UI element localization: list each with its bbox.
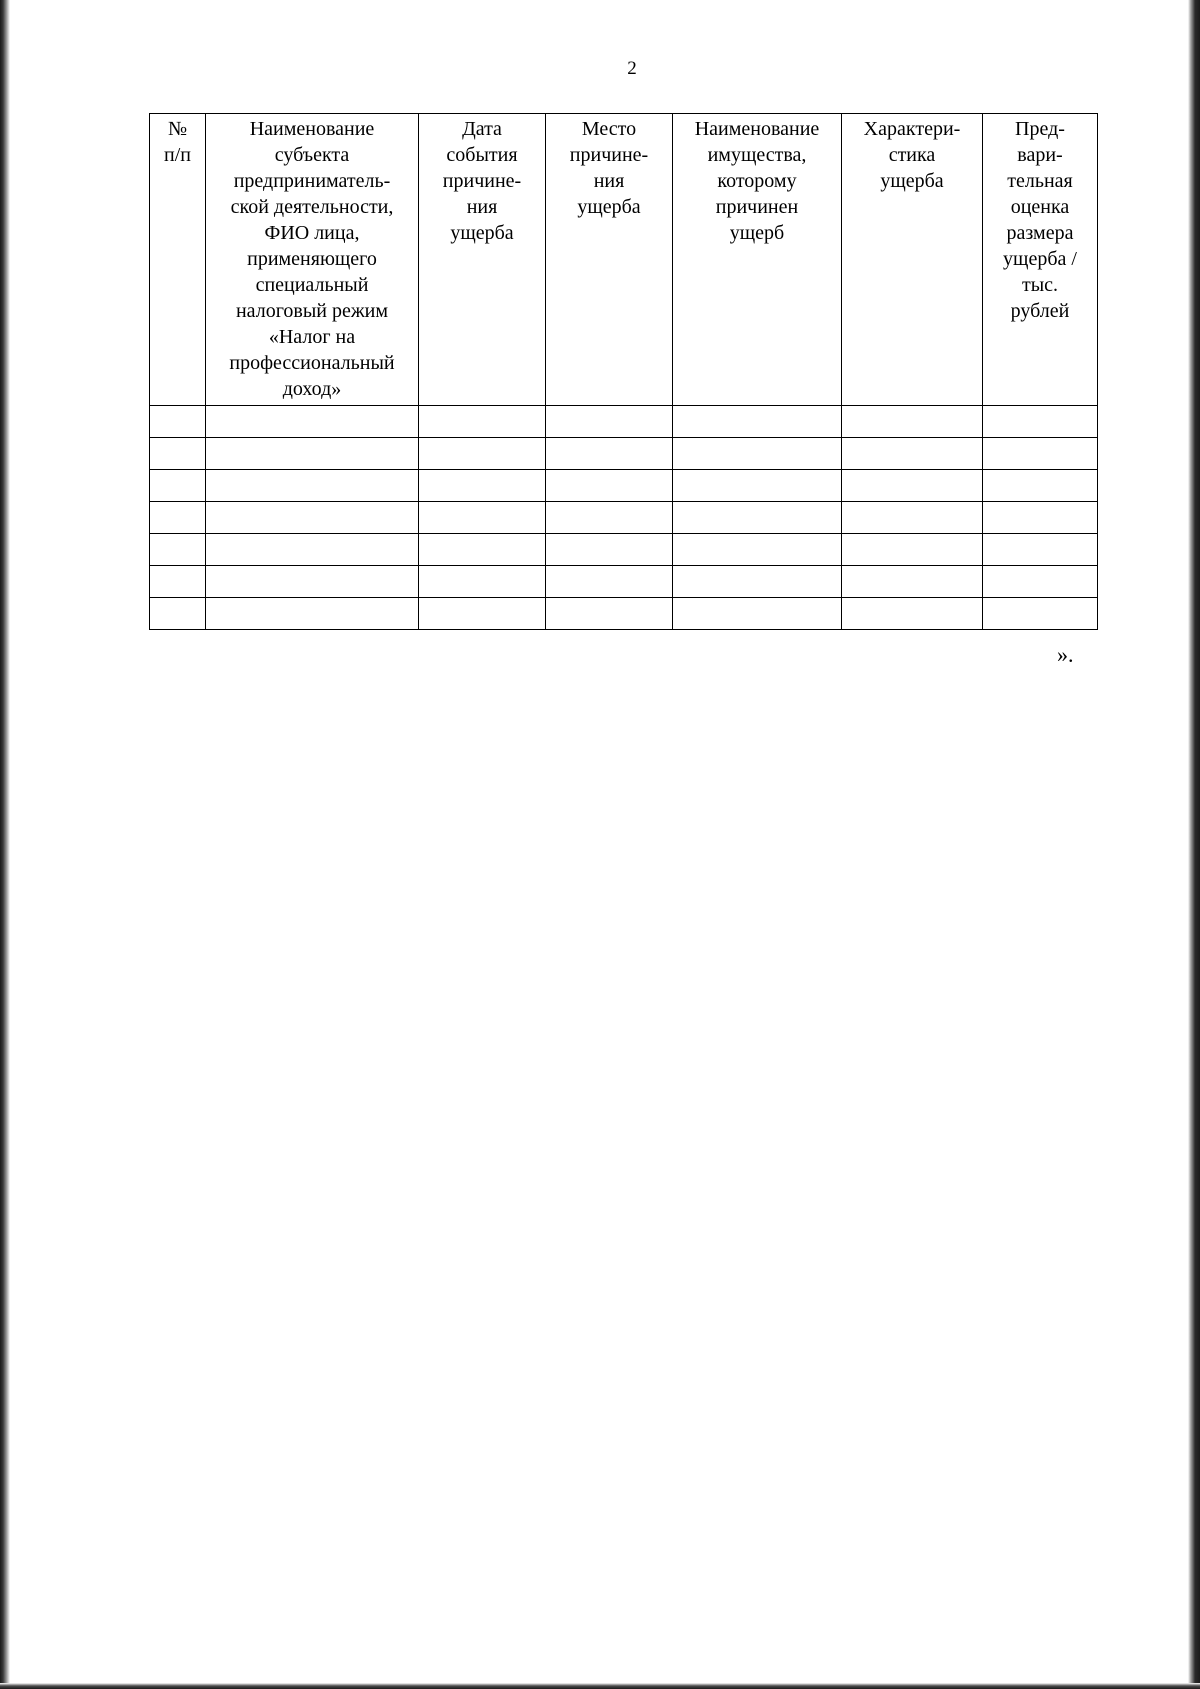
- table-cell: [150, 534, 206, 566]
- table-cell: [546, 566, 673, 598]
- table-cell: [546, 438, 673, 470]
- table-cell: [673, 406, 842, 438]
- table-cell: [206, 598, 419, 630]
- table-cell: [842, 438, 983, 470]
- header-property-name: Наименование имущества, которому причинен ущерб: [673, 114, 842, 406]
- table-cell: [673, 438, 842, 470]
- table-cell: [206, 566, 419, 598]
- table-cell: [150, 470, 206, 502]
- table-cell: [673, 598, 842, 630]
- table-row: [150, 470, 1098, 502]
- table-cell: [983, 438, 1098, 470]
- table-row: [150, 566, 1098, 598]
- table-cell: [206, 534, 419, 566]
- table-cell: [842, 566, 983, 598]
- header-damage-estimate: Пред- вари- тельная оценка размера ущерба / тыс. рублей: [983, 114, 1098, 406]
- table-cell: [673, 534, 842, 566]
- table-row: [150, 438, 1098, 470]
- table-cell: [206, 438, 419, 470]
- table-row: [150, 502, 1098, 534]
- table-row: [150, 598, 1098, 630]
- table-cell: [419, 502, 546, 534]
- table-cell: [419, 534, 546, 566]
- table-cell: [150, 502, 206, 534]
- table-cell: [206, 470, 419, 502]
- table-cell: [546, 502, 673, 534]
- table-cell: [983, 502, 1098, 534]
- damage-table: [149, 113, 1098, 630]
- table-cell: [983, 566, 1098, 598]
- table-cell: [983, 598, 1098, 630]
- table-cell: [842, 534, 983, 566]
- header-damage-characteristic: Характери- стика ущерба: [842, 114, 983, 406]
- table-cell: [419, 598, 546, 630]
- table-cell: [150, 566, 206, 598]
- table-row: [150, 534, 1098, 566]
- table-cell: [546, 470, 673, 502]
- table-row: [150, 406, 1098, 438]
- table-cell: [419, 566, 546, 598]
- table-cell: [150, 406, 206, 438]
- table-cell: [673, 502, 842, 534]
- scan-edge-left: [0, 0, 10, 1689]
- table-cell: [206, 406, 419, 438]
- table-cell: [419, 406, 546, 438]
- table-cell: [673, 470, 842, 502]
- table-cell: [983, 470, 1098, 502]
- header-damage-place: Место причине- ния ущерба: [546, 114, 673, 406]
- table-cell: [150, 598, 206, 630]
- scan-edge-bottom: [0, 1683, 1200, 1689]
- scan-edge-right: [1188, 0, 1200, 1689]
- table-cell: [842, 406, 983, 438]
- header-event-date: Дата события причине- ния ущерба: [419, 114, 546, 406]
- header-number: № п/п: [150, 114, 206, 406]
- table-cell: [842, 470, 983, 502]
- table-cell: [842, 598, 983, 630]
- table-cell: [546, 534, 673, 566]
- header-entity-name: Наименование субъекта предприниматель- ской деятельности, ФИО лица, применяющего специальный налоговый режим «Налог на профессиональный доход»: [206, 114, 419, 406]
- table-cell: [150, 438, 206, 470]
- table-cell: [546, 406, 673, 438]
- table-cell: [842, 502, 983, 534]
- table-cell: [419, 438, 546, 470]
- table-body: [150, 406, 1098, 630]
- table-cell: [673, 566, 842, 598]
- table-header-row: [150, 114, 1098, 406]
- table-cell: [206, 502, 419, 534]
- table-cell: [546, 598, 673, 630]
- table-cell: [419, 470, 546, 502]
- table-cell: [983, 534, 1098, 566]
- closing-quote-mark: ».: [1057, 642, 1074, 667]
- page-number: 2: [627, 58, 637, 79]
- table-cell: [983, 406, 1098, 438]
